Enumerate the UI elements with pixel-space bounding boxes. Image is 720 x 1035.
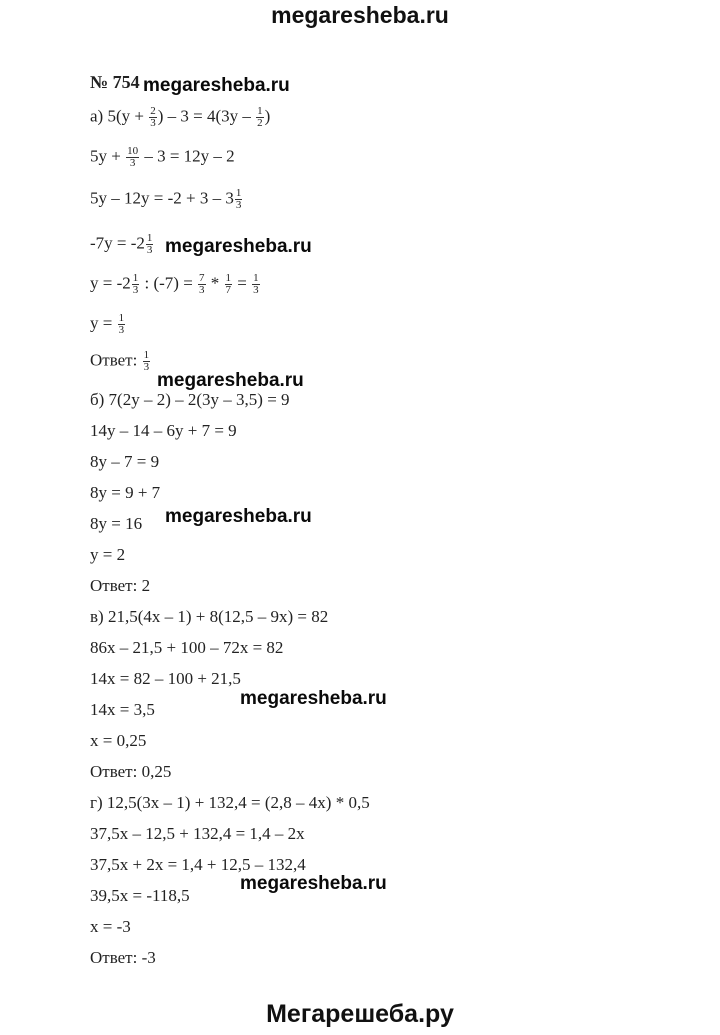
text: ) – 3 = 4(3y – [157, 106, 251, 126]
watermark: megaresheba.ru [165, 236, 312, 257]
denominator: 3 [118, 324, 125, 336]
part-a-line-3 [90, 188, 243, 211]
part-v-line-2: 86x – 21,5 + 100 – 72x = 82 [90, 638, 284, 657]
numerator: 1 [257, 105, 263, 117]
text: 5y – 12y = -2 + 3 – 3 [90, 188, 234, 208]
denominator: 7 [225, 284, 232, 296]
fraction [256, 106, 264, 129]
part-v-answer: Ответ: 0,25 [90, 762, 172, 781]
denominator: 2 [257, 117, 263, 129]
part-v-line-3: 14x = 82 – 100 + 21,5 [90, 669, 241, 688]
part-b-answer: Ответ: 2 [90, 576, 151, 595]
fraction [225, 273, 233, 296]
watermark: megaresheba.ru [143, 75, 290, 96]
part-a-line-5 [90, 273, 261, 296]
part-g-answer: Ответ: -3 [90, 948, 156, 967]
fraction [252, 273, 260, 296]
part-g-line-2: 37,5x – 12,5 + 132,4 = 1,4 – 2x [90, 824, 305, 843]
text: – 3 = 12y – 2 [144, 146, 235, 166]
part-a-line-4 [90, 233, 154, 256]
fraction [118, 313, 126, 336]
numerator: 1 [132, 272, 139, 284]
part-b-line-4: 8y = 9 + 7 [90, 483, 161, 502]
denominator: 3 [132, 284, 139, 296]
denominator: 3 [129, 157, 136, 169]
denominator: 3 [253, 284, 259, 296]
site-header: megaresheba.ru [271, 2, 449, 28]
denominator: 3 [146, 244, 153, 256]
watermark: megaresheba.ru [165, 506, 312, 527]
watermark: megaresheba.ru [157, 370, 304, 391]
fraction [235, 188, 243, 211]
fraction [198, 273, 206, 296]
denominator: 3 [235, 199, 242, 211]
fraction [132, 273, 140, 296]
numerator: 1 [146, 232, 153, 244]
text: : (-7) = [144, 273, 193, 293]
part-g-line-5: x = -3 [90, 917, 131, 936]
numerator: 1 [118, 312, 125, 324]
part-v-line-1: в) 21,5(4x – 1) + 8(12,5 – 9x) = 82 [90, 607, 329, 626]
part-b-line-3: 8y – 7 = 9 [90, 452, 160, 471]
part-b-line-6: y = 2 [90, 545, 126, 564]
text: -7y = -2 [90, 233, 145, 253]
text: 5y + [90, 146, 121, 166]
part-a-line-6 [90, 313, 126, 336]
text: ) [264, 106, 271, 126]
numerator: 2 [150, 105, 156, 117]
text: y = -2 [90, 273, 131, 293]
problem-number: № 754 [90, 72, 140, 92]
part-v-line-5: x = 0,25 [90, 731, 147, 750]
denominator: 3 [199, 284, 205, 296]
numerator: 7 [199, 272, 205, 284]
text: а) 5(y + [90, 106, 144, 126]
denominator: 3 [143, 361, 150, 373]
fraction [126, 146, 139, 169]
part-b-line-5: 8y = 16 [90, 514, 143, 533]
site-footer: Мегарешеба.ру [266, 1000, 454, 1028]
fraction [149, 106, 157, 129]
numerator: 10 [127, 145, 139, 157]
numerator: 1 [143, 349, 150, 361]
part-a-line-2 [90, 146, 235, 169]
part-a-answer [90, 350, 151, 373]
denominator: 3 [150, 117, 156, 129]
text: * [210, 273, 220, 293]
watermark: megaresheba.ru [240, 688, 387, 709]
fraction [143, 350, 151, 373]
part-v-line-4: 14x = 3,5 [90, 700, 155, 719]
part-a-line-1 [90, 106, 270, 129]
numerator: 1 [253, 272, 259, 284]
part-b-line-2: 14y – 14 – 6y + 7 = 9 [90, 421, 237, 440]
part-g-line-1: г) 12,5(3x – 1) + 132,4 = (2,8 – 4x) * 0,5 [90, 793, 370, 812]
part-b-line-1: б) 7(2y – 2) – 2(3y – 3,5) = 9 [90, 390, 290, 409]
fraction [146, 233, 154, 256]
text: = [237, 273, 247, 293]
numerator: 1 [225, 272, 232, 284]
text: y = [90, 313, 113, 333]
watermark: megaresheba.ru [240, 873, 387, 894]
part-g-line-3: 37,5x + 2x = 1,4 + 12,5 – 132,4 [90, 855, 306, 874]
numerator: 1 [235, 187, 242, 199]
part-g-line-4: 39,5x = -118,5 [90, 886, 190, 905]
text: Ответ: [90, 350, 138, 370]
